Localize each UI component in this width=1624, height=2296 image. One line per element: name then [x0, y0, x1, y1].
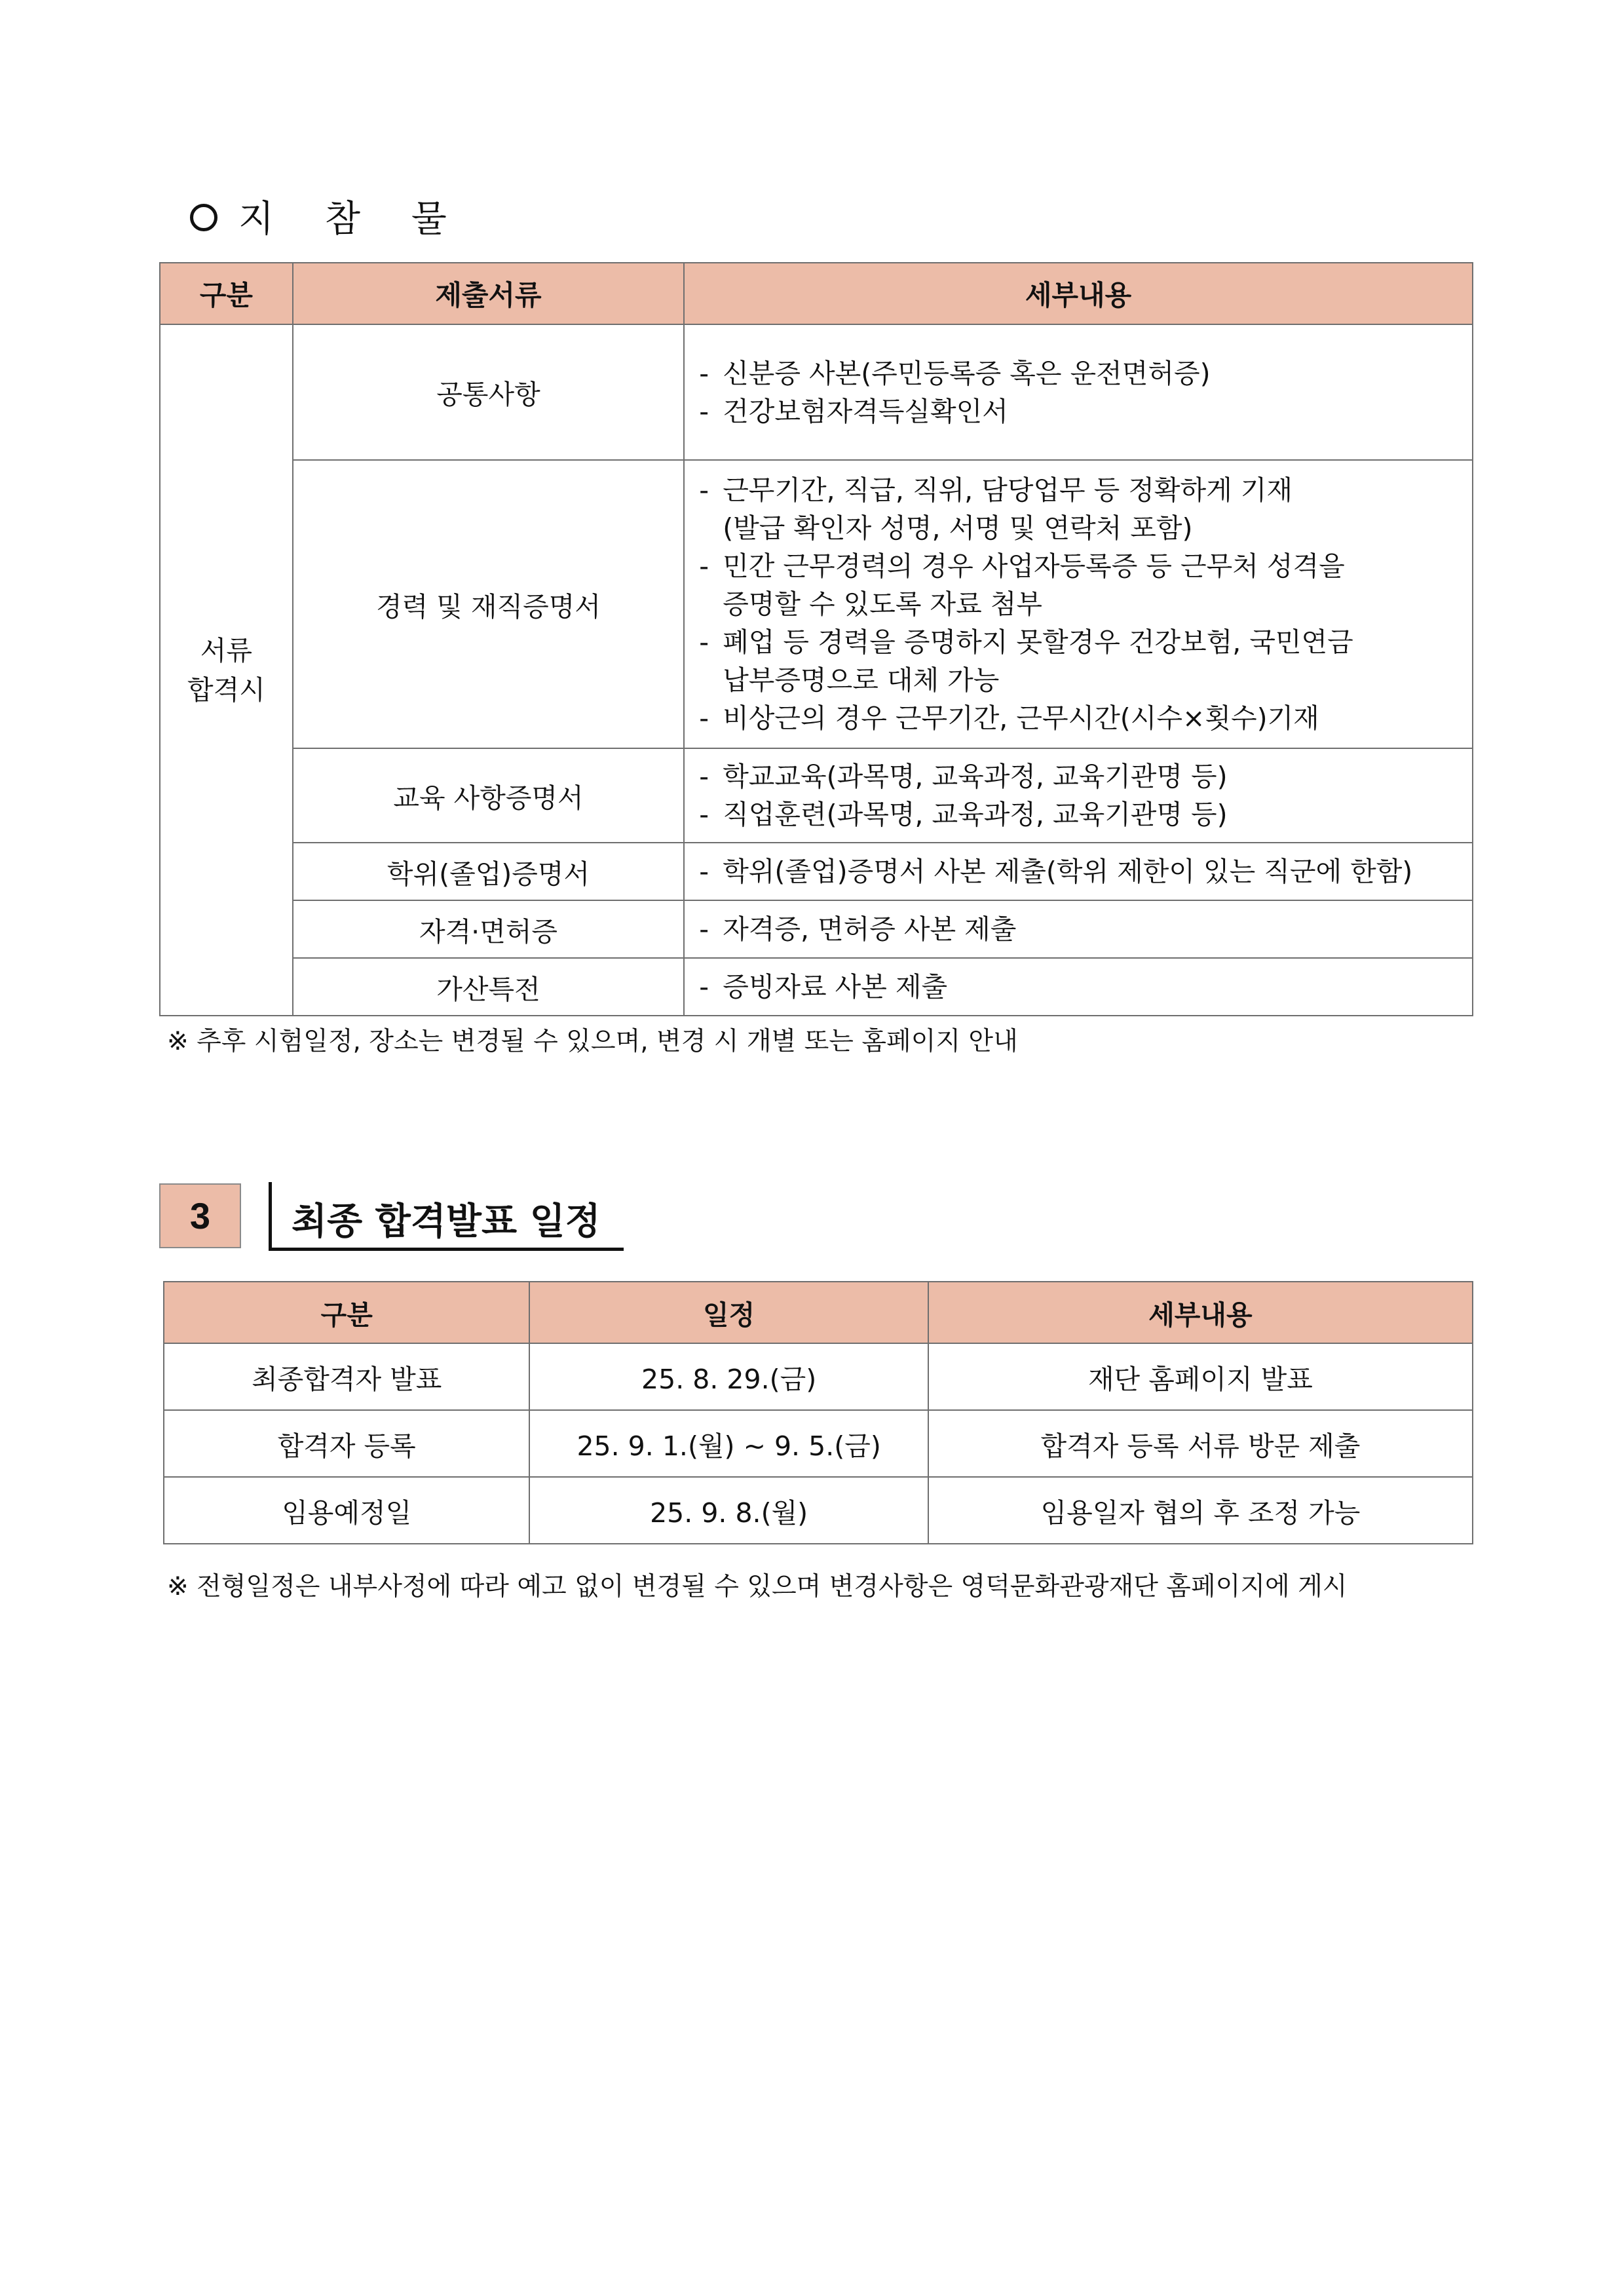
group-label: 서류 합격시 — [160, 324, 293, 1016]
detail-line: (발급 확인자 성명, 서명 및 연락처 포함) — [723, 512, 1193, 544]
table-row — [160, 324, 1473, 460]
schedule-detail: 임용일자 협의 후 조정 가능 — [928, 1477, 1473, 1544]
section-title-underline — [269, 1248, 624, 1251]
table-row — [164, 1343, 1473, 1410]
detail-line: - 민간 근무경력의 경우 사업자등록증 등 근무처 성격을 — [699, 550, 1345, 582]
heading-text: 지 참 물 — [238, 198, 466, 240]
document-details — [684, 900, 1473, 958]
section-title: 최종 합격발표 일정 — [292, 1200, 601, 1243]
detail-line: 납부증명으로 대체 가능 — [723, 664, 1000, 696]
document-details — [684, 748, 1473, 843]
table-row — [160, 843, 1473, 900]
table-header-row — [160, 263, 1473, 324]
document-name: 교육 사항증명서 — [293, 748, 684, 843]
table-row — [164, 1410, 1473, 1477]
detail-line: 증명할 수 있도록 자료 첨부 — [723, 588, 1042, 620]
schedule-table — [163, 1281, 1473, 1544]
schedule-detail: 재단 홈페이지 발표 — [928, 1343, 1473, 1410]
header-details: 세부내용 — [928, 1282, 1473, 1343]
table-header-row — [164, 1282, 1473, 1343]
schedule-date: 25. 9. 8.(월) — [529, 1477, 928, 1544]
schedule-item: 임용예정일 — [164, 1477, 529, 1544]
table-row — [160, 460, 1473, 748]
detail-line: - 직업훈련(과목명, 교육과정, 교육기관명 등) — [699, 799, 1228, 830]
schedule-item: 합격자 등록 — [164, 1410, 529, 1477]
section-heading — [190, 190, 466, 242]
detail-line: - 건강보험자격득실확인서 — [699, 395, 1008, 427]
section-number: 3 — [159, 1183, 241, 1248]
document-name: 공통사항 — [293, 324, 684, 460]
document-name: 자격·면허증 — [293, 900, 684, 958]
detail-line: - 학위(졸업)증명서 사본 제출(학위 제한이 있는 직군에 한함) — [699, 856, 1413, 887]
schedule-date: 25. 8. 29.(금) — [529, 1343, 928, 1410]
table-row — [160, 748, 1473, 843]
table-row — [160, 958, 1473, 1016]
detail-line: - 근무기간, 직급, 직위, 담당업무 등 정확하게 기재 — [699, 474, 1293, 506]
document-details — [684, 843, 1473, 900]
detail-line: - 폐업 등 경력을 증명하지 못할경우 건강보험, 국민연금 — [699, 626, 1353, 658]
header-documents: 제출서류 — [293, 263, 684, 324]
header-schedule: 일정 — [529, 1282, 928, 1343]
document-name: 학위(졸업)증명서 — [293, 843, 684, 900]
header-category: 구분 — [164, 1282, 529, 1343]
document-name: 가산특전 — [293, 958, 684, 1016]
document-details — [684, 958, 1473, 1016]
header-category: 구분 — [160, 263, 293, 324]
header-details: 세부내용 — [684, 263, 1473, 324]
detail-line: - 증빙자료 사본 제출 — [699, 971, 948, 1003]
detail-line: - 비상근의 경우 근무기간, 근무시간(시수×횟수)기재 — [699, 702, 1319, 734]
schedule-date: 25. 9. 1.(월) ~ 9. 5.(금) — [529, 1410, 928, 1477]
table-row — [164, 1477, 1473, 1544]
detail-line: - 신분증 사본(주민등록증 혹은 운전면허증) — [699, 357, 1211, 389]
circle-bullet-icon — [190, 204, 217, 231]
schedule-detail: 합격자 등록 서류 방문 제출 — [928, 1410, 1473, 1477]
document-details — [684, 460, 1473, 748]
schedule-item: 최종합격자 발표 — [164, 1343, 529, 1410]
notice-text: ※ 추후 시험일정, 장소는 변경될 수 있으며, 변경 시 개별 또는 홈페이지 안내 — [167, 1027, 1018, 1056]
detail-line: - 학교교육(과목명, 교육과정, 교육기관명 등) — [699, 761, 1228, 792]
document-name: 경력 및 재직증명서 — [293, 460, 684, 748]
section-title-bar — [269, 1182, 272, 1250]
table-row — [160, 900, 1473, 958]
notice-text: ※ 전형일정은 내부사정에 따라 예고 없이 변경될 수 있으며 변경사항은 영덕문화관광재단 홈페이지에 게시 — [167, 1572, 1348, 1601]
document-details — [684, 324, 1473, 460]
detail-line: - 자격증, 면허증 사본 제출 — [699, 913, 1017, 945]
documents-table — [159, 262, 1473, 1016]
